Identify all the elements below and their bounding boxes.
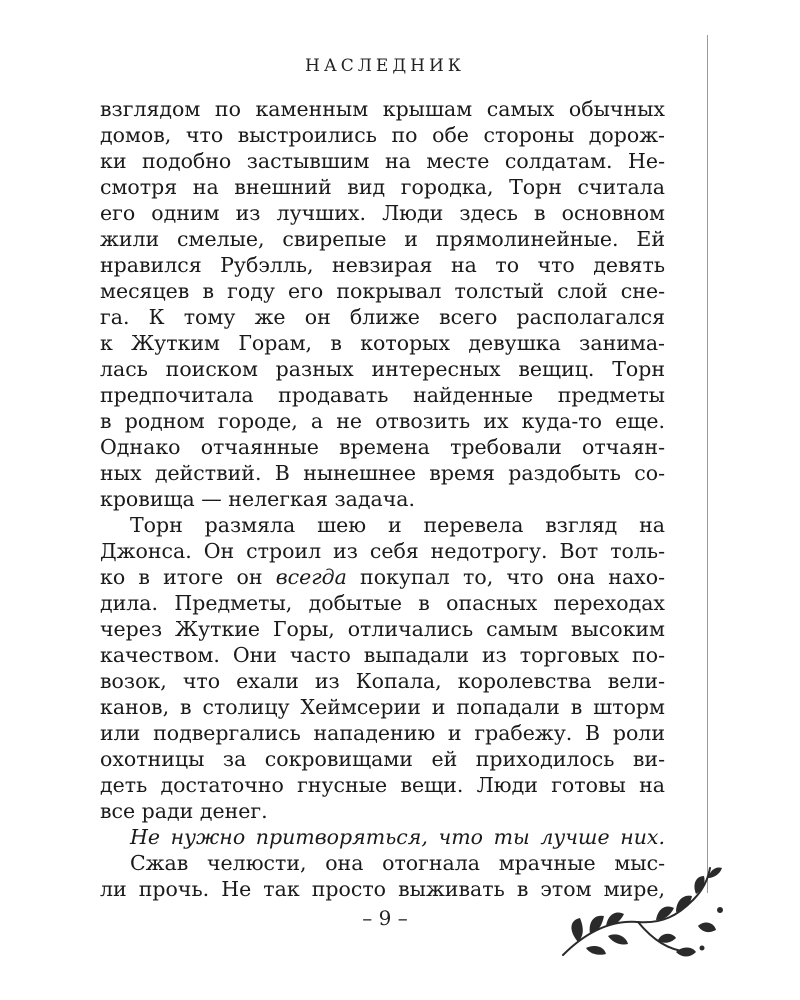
text-line-1: взглядом по каменным крышам самых обычных bbox=[100, 97, 665, 121]
text-line-30: Сжав челюсти, она отогнала мрачные мыс- bbox=[130, 851, 665, 875]
vine-ornament-icon bbox=[558, 860, 728, 970]
page-margin-rule bbox=[707, 35, 708, 893]
text-line-16: кровища — нелегкая задача. bbox=[100, 487, 416, 511]
text-line-2: домов, что выстроились по обе стороны дорож- bbox=[100, 123, 665, 147]
text-line-3: ки подобно застывшим на месте солдатам. Не- bbox=[100, 149, 665, 173]
text-line-29-italic-thought: Не нужно притворяться, что ты лучше них. bbox=[130, 825, 665, 849]
page-number: – 9 – bbox=[362, 906, 408, 930]
body-text bbox=[100, 96, 665, 902]
text-line-4: смотря на внешний вид городка, Торн считала bbox=[100, 175, 665, 199]
text-line-28: все ради денег. bbox=[100, 799, 268, 823]
text-line-7: нравился Рубэлль, невзирая на то что девять bbox=[100, 253, 665, 277]
text-line-27: деть достаточно гнусные вещи. Люди готовы на bbox=[100, 773, 665, 797]
text-line-21: через Жуткие Горы, отличались самым высоким bbox=[100, 617, 665, 641]
text-line-11: лась поиском разных интересных вещиц. Торн bbox=[100, 357, 665, 381]
text-line-19-end: покупал то, что она нахо- bbox=[346, 565, 665, 589]
emphasis-word: всегда bbox=[275, 565, 347, 589]
text-line-26: охотницы за сокровищами ей приходилось ви- bbox=[100, 747, 665, 771]
text-line-15: ных действий. В нынешнее время раздобыть со- bbox=[100, 461, 665, 485]
text-line-10: к Жутким Горам, в которых девушка занима- bbox=[100, 331, 665, 355]
text-line-8: месяцев в году его покрывал толстый слой сне- bbox=[100, 279, 665, 303]
text-line-20: дила. Предметы, добытые в опасных переходах bbox=[100, 591, 665, 615]
text-line-17: Торн размяла шею и перевела взгляд на bbox=[130, 513, 665, 537]
text-line-9: га. К тому же он ближе всего располагался bbox=[100, 305, 665, 329]
text-line-19-start: ко в итоге он bbox=[100, 565, 276, 589]
text-line-5: его одним из лучших. Люди здесь в основном bbox=[100, 201, 665, 225]
text-line-12: предпочитала продавать найденные предметы bbox=[100, 383, 665, 407]
text-line-25: или подвергались нападению и грабежу. В роли bbox=[100, 721, 665, 745]
text-line-14: Однако отчаянные времена требовали отчаян- bbox=[100, 435, 665, 459]
text-line-19 bbox=[100, 564, 665, 590]
text-line-13: в родном городе, а не отвозить их куда-то еще. bbox=[100, 409, 665, 433]
text-line-24: канов, в столицу Хеймсерии и попадали в шторм bbox=[100, 695, 665, 719]
text-line-6: жили смелые, свирепые и прямолинейные. Ей bbox=[100, 227, 665, 251]
text-line-23: возок, что ехали из Копала, королевства вели- bbox=[100, 669, 665, 693]
text-line-31: ли прочь. Не так просто выживать в этом мире, bbox=[100, 877, 665, 901]
running-header-title: НАСЛЕДНИК bbox=[305, 56, 465, 76]
text-line-22: качеством. Они часто выпадали из торговых по- bbox=[100, 643, 665, 667]
text-line-18: Джонса. Он строил из себя недотрогу. Вот толь- bbox=[100, 539, 665, 563]
